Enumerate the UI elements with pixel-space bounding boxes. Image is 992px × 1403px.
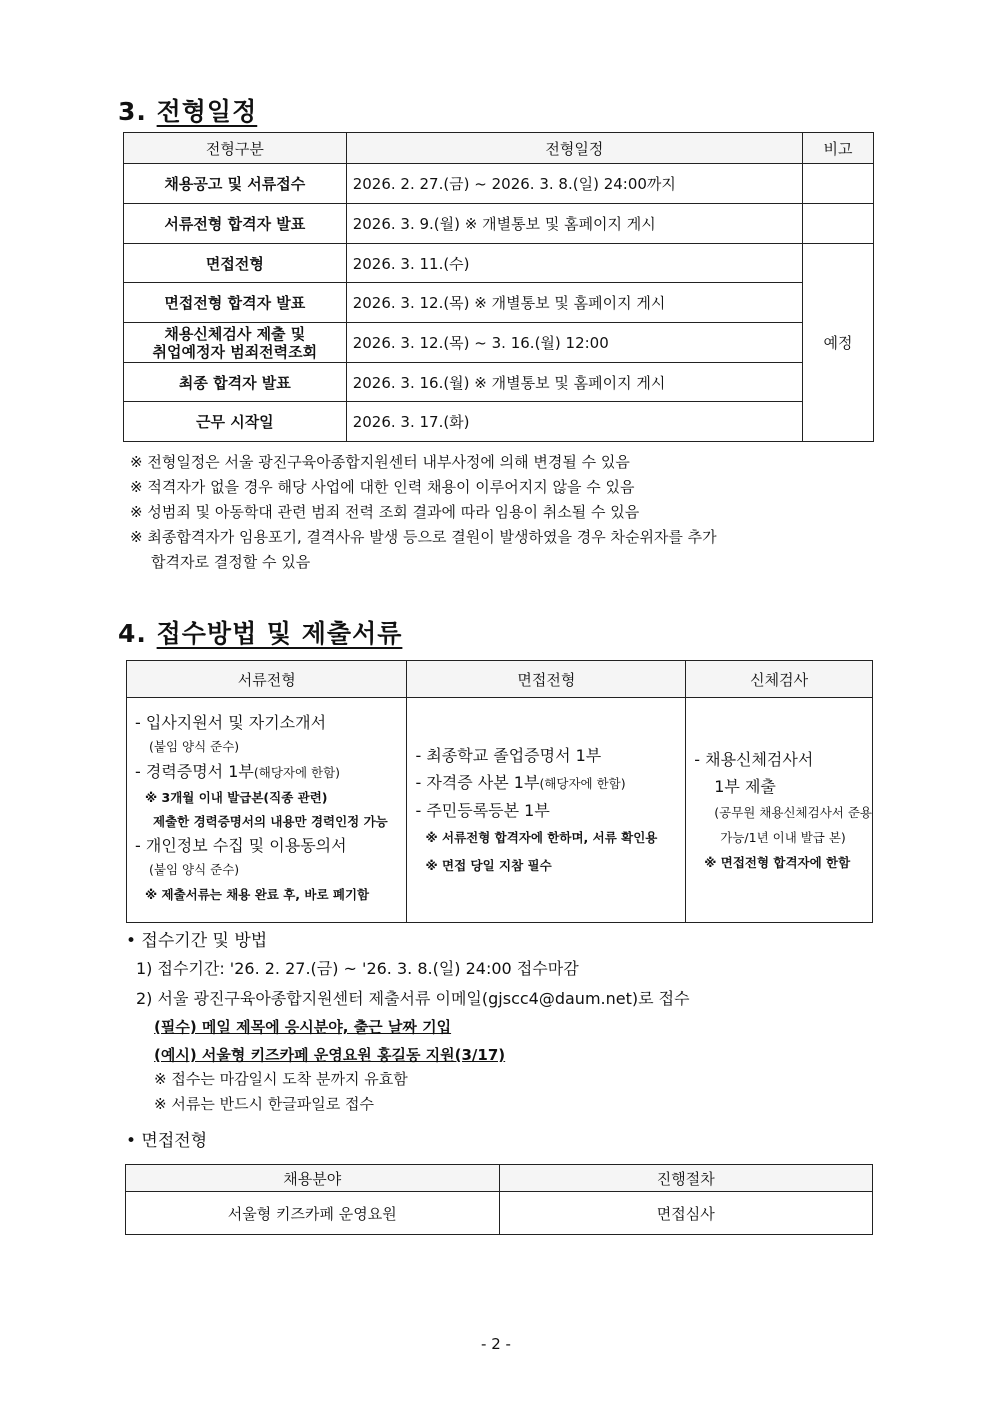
table-row: 면접전형 2026. 3. 11.(수) 예정 (124, 244, 874, 283)
interview-heading: • 면접전형 (126, 1131, 208, 1151)
table-header-row (126, 1165, 873, 1192)
header-procedure: 진행절차 (499, 1165, 873, 1192)
remark-cell: 예정 (803, 244, 874, 442)
documents-table (126, 660, 873, 923)
table-header-row (124, 133, 874, 164)
table-row: 최종 합격자 발표 2026. 3. 16.(월) ※ 개별통보 및 홈페이지 게시 (124, 363, 874, 402)
section4-title: 4. 접수방법 및 제출서류 (118, 619, 403, 648)
header-type: 전형구분 (124, 133, 347, 164)
example-note: (예시) 서울형 키즈카페 운영요원 홍길동 지원(3/17) (154, 1046, 506, 1064)
schedule-table (123, 132, 874, 442)
schedule-notes: ※ 전형일정은 서울 광진구육아종합지원센터 내부사정에 의해 변경될 수 있음 ※ 적격자가 없을 경우 해당 사업에 대한 인력 채용이 이루어지지 않을 수 있음 ※ 성범죄 및 아동학대 관련 범죄 전력 조회 결과에 따라 임용이 취소될 수 있음 ※ 최종합격자가 임용포기, 결격사유 발생 등으로 결원이 발생하였을 경우 차순위자를 추가 합격자로 결정할 수 있음 (130, 453, 717, 571)
header-schedule: 전형일정 (346, 133, 802, 164)
required-note: (필수) 메일 제목에 응시분야, 출근 날짜 기입 (154, 1018, 452, 1036)
header-medical: 신체검사 (686, 661, 873, 698)
medical-cell: - 채용신체검사서 1부 제출 (공무원 채용신체검사서 준용 가능/1년 이내 발급 본) ※ 면접전형 합격자에 한함 (686, 698, 873, 923)
table-row: 채용공고 및 서류접수 2026. 2. 27.(금) ~ 2026. 3. 8.(일) 24:00까지 (124, 164, 874, 204)
table-row: 서류전형 합격자 발표 2026. 3. 9.(월) ※ 개별통보 및 홈페이지 게시 (124, 204, 874, 244)
deadline-note: ※ 접수는 마감일시 도착 분까지 유효함 (154, 1070, 408, 1088)
table-row: 서울형 키즈카페 운영요원 면접심사 (126, 1192, 873, 1235)
section3-title: 3. 전형일정 (118, 97, 258, 126)
table-row: 채용신체검사 제출 및 취업예정자 범죄전력조회 2026. 3. 12.(목) ~ 3. 16.(월) 12:00 (124, 323, 874, 363)
table-row (127, 698, 873, 923)
period-line-2: 2) 서울 광진구육아종합지원센터 제출서류 이메일(gjscc4@daum.net)로 접수 (136, 989, 690, 1008)
table-row: 근무 시작일 2026. 3. 17.(화) (124, 402, 874, 442)
header-remark: 비고 (803, 133, 874, 164)
header-interview: 면접전형 (407, 661, 686, 698)
table-header-row (127, 661, 873, 698)
period-line-1: 1) 접수기간: '26. 2. 27.(금) ~ '26. 3. 8.(일) 24:00 접수마감 (136, 959, 579, 978)
file-format-note: ※ 서류는 반드시 한글파일로 접수 (154, 1095, 375, 1113)
documents-cell: - 입사지원서 및 자기소개서 (붙임 양식 준수) - 경력증명서 1부(해당자에 한함) ※ 3개월 이내 발급본(직종 관련) 제출한 경력증명서의 내용만 경력인정 가능 - 개인정보 수집 및 이용동의서 (붙임 양식 준수) ※ 제출서류는 채용 완료 후, 바로 폐기함 (127, 698, 407, 923)
table-row: 면접전형 합격자 발표 2026. 3. 12.(목) ※ 개별통보 및 홈페이지 게시 (124, 283, 874, 323)
page-number: - 2 - (481, 1335, 511, 1353)
interview-table (125, 1164, 873, 1235)
header-documents: 서류전형 (127, 661, 407, 698)
header-field: 채용분야 (126, 1165, 500, 1192)
period-heading: • 접수기간 및 방법 (126, 931, 268, 951)
interview-cell: - 최종학교 졸업증명서 1부 - 자격증 사본 1부(해당자에 한함) - 주민등록등본 1부 ※ 서류전형 합격자에 한하며, 서류 확인용 ※ 면접 당일 지참 필수 (407, 698, 686, 923)
